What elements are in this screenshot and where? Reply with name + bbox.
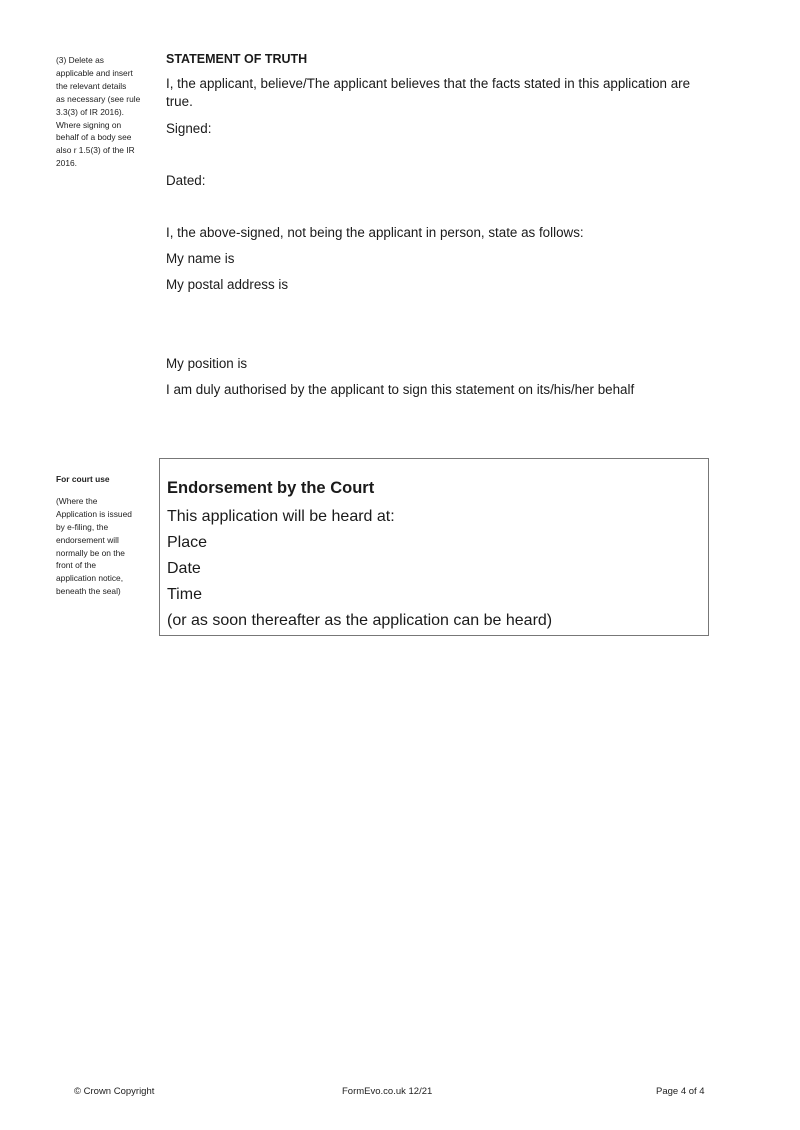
above-signed-text: I, the above-signed, not being the applicant in person, state as follows: <box>166 225 584 240</box>
footer-page-number: Page 4 of 4 <box>656 1086 705 1097</box>
court-side-note <box>56 473 148 598</box>
side-note-line: as necessary (see rule <box>56 93 141 104</box>
time-label: Time <box>167 586 202 603</box>
postal-address-label: My postal address is <box>166 277 289 292</box>
side-note-line: Application is issued <box>56 508 132 519</box>
statement-heading: STATEMENT OF TRUTH <box>166 52 308 66</box>
as-soon-text: (or as soon thereafter as the application can be heard) <box>167 612 553 629</box>
statement-side-note <box>56 54 148 170</box>
side-note-line: by e-filing, the <box>56 521 109 532</box>
side-note-line: Where signing on <box>56 119 122 130</box>
court-side-note-title: For court use <box>56 474 110 484</box>
footer-copyright: © Crown Copyright <box>74 1086 155 1097</box>
side-note-line: the relevant details <box>56 80 127 91</box>
endorsement-title: Endorsement by the Court <box>167 479 375 497</box>
side-note-line: front of the <box>56 560 97 571</box>
place-label: Place <box>167 534 208 551</box>
side-note-line: endorsement will <box>56 534 119 545</box>
side-note-line: (3) Delete as <box>56 55 104 65</box>
side-note-line: also r 1.5(3) of the IR <box>56 145 135 156</box>
name-label: My name is <box>166 251 235 266</box>
side-note-line: 3.3(3) of IR 2016). <box>56 106 124 117</box>
signed-label: Signed: <box>166 121 212 136</box>
side-note-line: (Where the <box>56 495 98 506</box>
dated-label: Dated: <box>166 173 206 188</box>
side-note-line: behalf of a body see <box>56 132 132 143</box>
endorsement-box <box>159 458 709 636</box>
authorised-text: I am duly authorised by the applicant to sign this statement on its/his/her behalf <box>166 382 635 397</box>
statement-belief: I, the applicant, believe/The applicant believes that the facts stated in this application are true. <box>166 76 691 109</box>
side-note-line: applicable and insert <box>56 67 133 78</box>
heard-at-text: This application will be heard at: <box>167 508 395 525</box>
date-label: Date <box>167 560 201 577</box>
side-note-line: 2016. <box>56 158 77 169</box>
position-label: My position is <box>166 356 248 371</box>
side-note-line: beneath the seal) <box>56 586 121 597</box>
side-note-line: normally be on the <box>56 547 125 558</box>
side-note-line: application notice, <box>56 573 124 584</box>
footer-form-ref: FormEvo.co.uk 12/21 <box>342 1086 433 1097</box>
